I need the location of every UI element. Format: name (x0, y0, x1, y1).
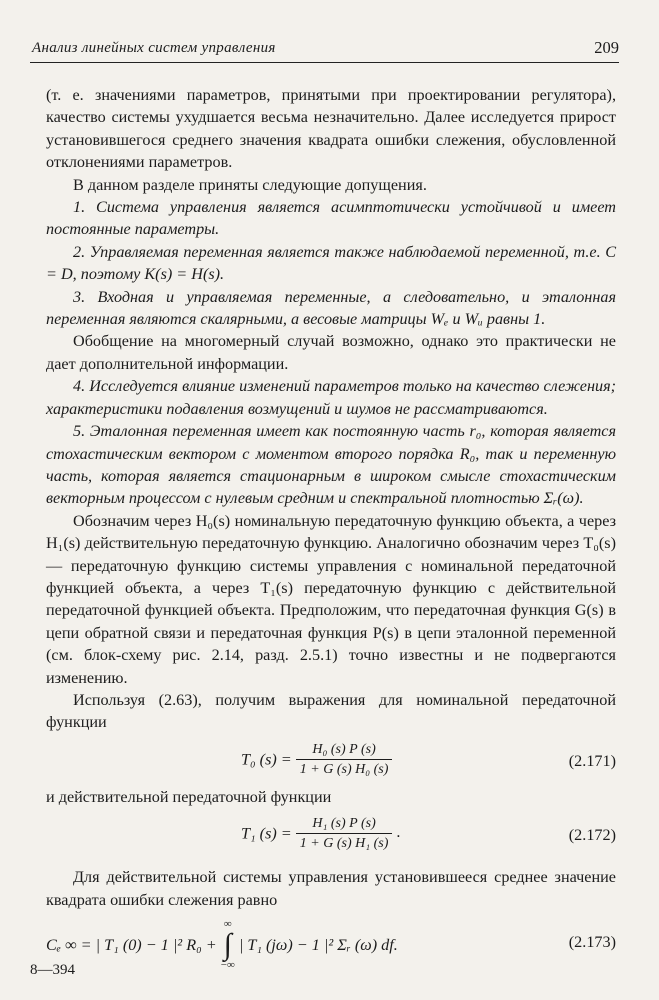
equation-lhs: T₁ (s) = (241, 824, 292, 843)
running-header (30, 36, 619, 63)
paragraph-assumptions-intro: В данном разделе приняты следующие допущения. (73, 175, 427, 194)
assumption-2: 2. Управляемая переменная является также наблюдаемой переменной, т.е. C = D, поэтому K(s) = H(s). (46, 242, 616, 284)
paragraph-nominal-intro: Используя (2.63), получим выражения для номинальной передаточной функции (46, 690, 616, 732)
equation-lhs: Cₑ ∞ = | T₁ (0) − 1 |² R₀ + (46, 935, 217, 954)
fraction-numerator: H₁ (s) P (s) (296, 814, 393, 834)
assumption-1: 1. Система управления является асимптотически устойчивой и имеет постоянные параметры. (46, 198, 616, 239)
equation-fraction (296, 740, 393, 779)
assumption-3: 3. Входная и управляемая переменные, а следовательно, и эталонная переменная являются скалярными, а весовые матрицы Wₑ и Wᵤ равны 1. (46, 287, 616, 329)
printer-signature: 8—394 (30, 962, 75, 978)
fraction-numerator: H₀ (s) P (s) (296, 740, 393, 760)
equation-fraction (296, 814, 393, 853)
assumption-4: 4. Исследуется влияние изменений параметров только на качество слежения; характеристики подавления возмущений и шумов не рассматриваются. (46, 377, 616, 418)
integral-upper-limit: ∞ (223, 918, 232, 930)
equation-2-171 (46, 740, 616, 786)
integral-sign: ∞ ∫ −∞ (220, 918, 235, 971)
paragraph-notation: Обозначим через H₀(s) номинальную передаточную функцию объекта, а через H₁(s) действительную передаточную функцию. Аналогично обозначим через T₀(s) — передаточную функцию системы управления с номинальной передаточной функцией объекта, а через T₁(s) передаточную функцию с действительной передаточной функцией объекта. Предположим, что передаточная функция G(s) в цепи обратной связи и передаточная функция P(s) в цепи эталонной переменной (см. блок-схему рис. 2.14, разд. 2.5.1) точно известны и не подвергаются изменению. (46, 511, 616, 687)
equation-integrand: | T₁ (jω) − 1 |² Σᵣ (ω) df. (238, 935, 398, 954)
page-number: 209 (594, 38, 619, 57)
page-body (46, 84, 616, 971)
equation-2-172 (46, 814, 616, 860)
equation-number: (2.173) (568, 933, 616, 951)
fraction-denominator: 1 + G (s) H₀ (s) (299, 761, 389, 777)
equation-number: (2.171) (568, 751, 616, 770)
assumption-5: 5. Эталонная переменная имеет как постоянную часть r₀, которая является стохастическим вектором с моментом второго порядка R₀, так и переменную часть, которая является стационарным в широком смысле стохастическим векторным процессом с нулевым средним и спектральной плотностью Σᵣ(ω). (46, 422, 616, 508)
equation-lhs: T₀ (s) = (241, 750, 292, 769)
equation-2-173 (46, 917, 616, 971)
running-title: Анализ линейных систем управления (32, 40, 276, 56)
paragraph-multivariable-note: Обобщение на многомерный случай возможно, однако это практически не дает дополнительной информации. (46, 332, 616, 373)
equation-number: (2.172) (568, 826, 616, 845)
integral-lower-limit: −∞ (220, 959, 235, 971)
fraction-denominator: 1 + G (s) H₁ (s) (299, 836, 389, 852)
equation-tail: . (396, 823, 401, 842)
paragraph-continuation: (т. е. значениями параметров, принятыми при проектировании регулятора), качество системы ухудшается весьма незначительно. Далее исследуется прирост установившегося среднего значения квадрата ошибки слежения, обусловленной отклонениями параметров. (46, 86, 616, 172)
paragraph-mean-square-intro: Для действительной системы управления установившееся среднее значение квадрата ошибки слежения равно (46, 868, 616, 909)
paragraph-actual-intro: и действительной передаточной функции (46, 787, 332, 806)
